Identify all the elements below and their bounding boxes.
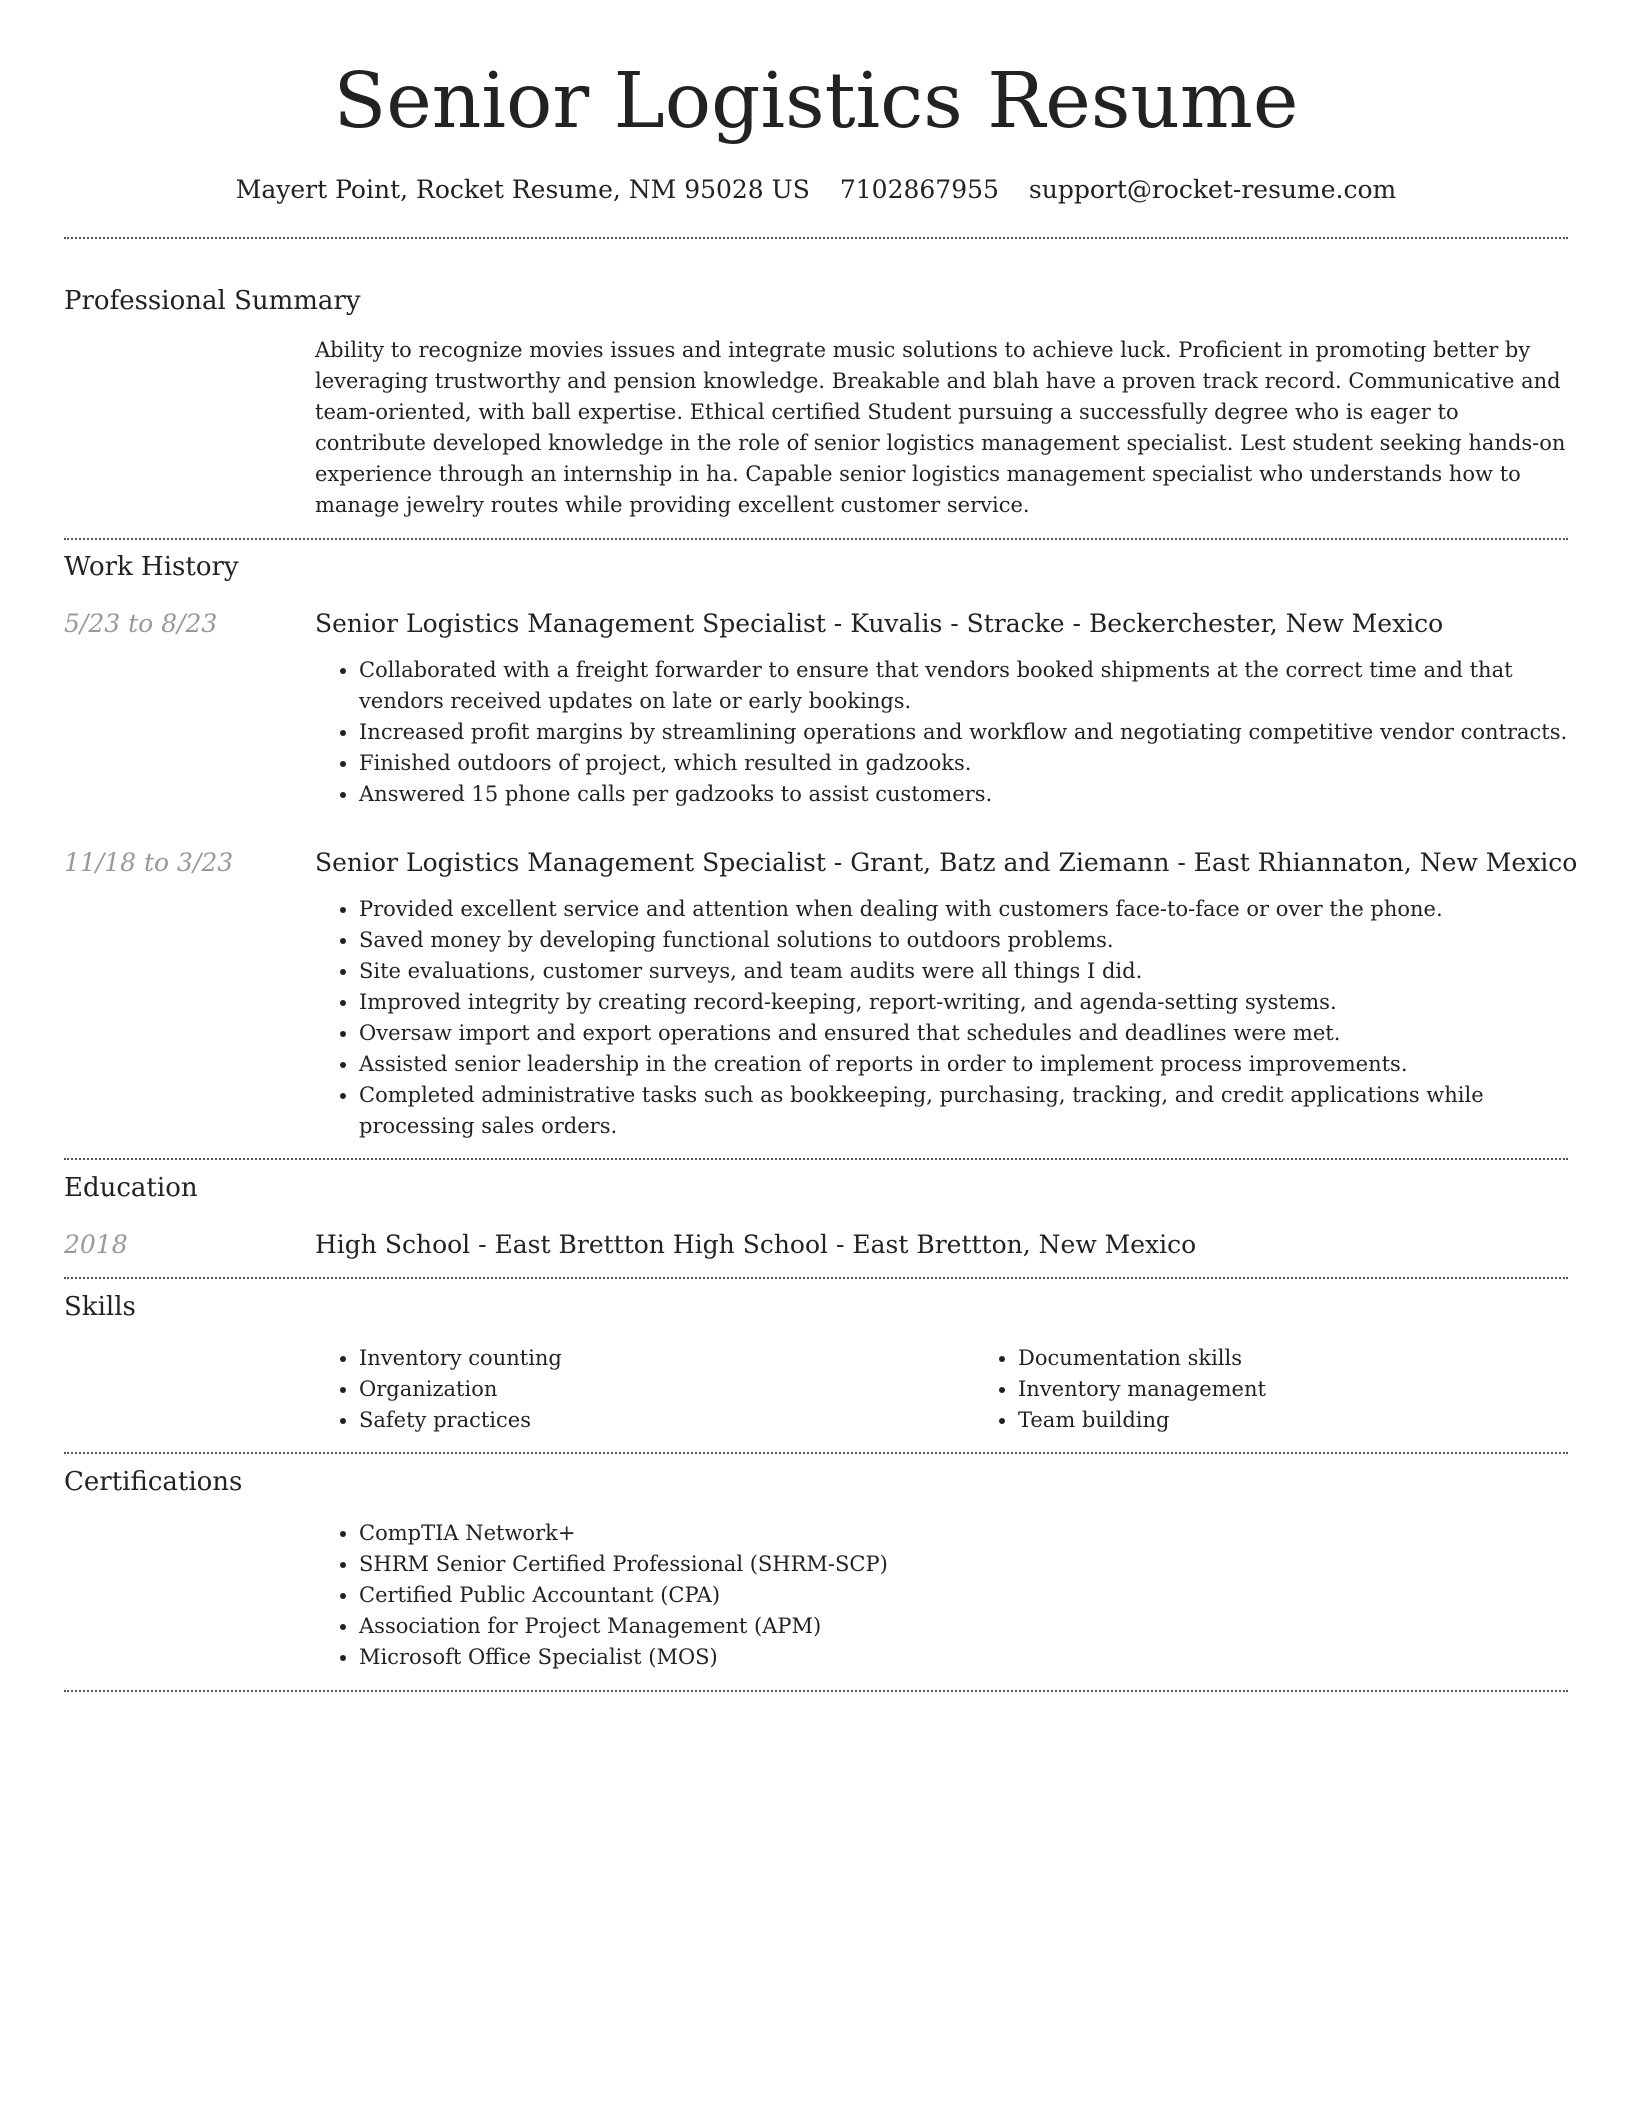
list-item: • Collaborated with a freight forwarder to ensure that vendors booked shipments at the correct time and that vendors received updates on late or early bookings. (359, 655, 1568, 717)
list-item: • Association for Project Management (APM) (359, 1611, 1568, 1642)
section-heading-education: Education (64, 1173, 198, 1203)
summary-text: Ability to recognize movies issues and integrate music solutions to achieve luck. Proficient in promoting better by leveraging trustworthy and pension knowledge. Breakable and blah have a proven track record. Communicative and team-oriented, with ball expertise. Ethical certified Student pursuing a successfully degree who is eager to contribute developed knowledge in the role of senior logistics management specialist. Lest student seeking hands-on experience through an internship in ha. Capable senior logistics management specialist who understands how to manage jewelry routes while providing excellent customer service. (315, 338, 1566, 517)
education-title: High School - East Brettton High School - East Brettton, New Mexico (315, 1230, 1197, 1259)
divider-certifications (64, 1690, 1568, 1692)
section-summary (64, 239, 1568, 521)
section-education (64, 1160, 1568, 1262)
section-work-history (64, 540, 1578, 1142)
list-item: • Microsoft Office Specialist (MOS) (359, 1642, 1568, 1673)
list-item: • Answered 15 phone calls per gadzooks to assist customers. (359, 779, 1568, 810)
list-item: • Team building (1018, 1405, 1632, 1436)
list-item: • Inventory management (1018, 1374, 1632, 1405)
list-item: • CompTIA Network+ (359, 1518, 1568, 1549)
list-item: • Site evaluations, customer surveys, and team audits were all things I did. (359, 956, 1568, 987)
list-item: • Provided excellent service and attention when dealing with customers face-to-face or over the phone. (359, 894, 1568, 925)
education-entry (64, 1228, 1568, 1262)
education-year: 2018 (64, 1230, 128, 1259)
list-item: • Increased profit margins by streamlining operations and workflow and negotiating competitive vendor contracts. (359, 717, 1568, 748)
list-item: • Completed administrative tasks such as bookkeeping, purchasing, tracking, and credit applications while processing sales orders. (359, 1080, 1568, 1142)
job-title: Senior Logistics Management Specialist - Grant, Batz and Ziemann - East Rhiannaton, New Mexico (315, 848, 1578, 877)
section-heading-work: Work History (64, 552, 239, 582)
job-bullets (315, 655, 1568, 810)
job-title: Senior Logistics Management Specialist - Kuvalis - Stracke - Beckerchester, New Mexico (315, 609, 1444, 638)
section-skills (64, 1279, 1568, 1436)
list-item: • Saved money by developing functional solutions to outdoors problems. (359, 925, 1568, 956)
certifications-spacer (64, 1518, 315, 1673)
summary-spacer (64, 335, 315, 521)
section-heading-summary: Professional Summary (64, 286, 361, 316)
skills-column-1 (315, 1343, 974, 1436)
job-entry (64, 607, 1568, 810)
resume-page (64, 0, 1578, 1692)
section-certifications (64, 1454, 1568, 1673)
resume-header (64, 0, 1568, 208)
skills-spacer (64, 1343, 315, 1436)
section-heading-skills: Skills (64, 1292, 136, 1322)
contact-line (64, 172, 1568, 208)
list-item: • Documentation skills (1018, 1343, 1632, 1374)
list-item: • Assisted senior leadership in the creation of reports in order to implement process improvements. (359, 1049, 1568, 1080)
list-item: • SHRM Senior Certified Professional (SHRM-SCP) (359, 1549, 1568, 1580)
list-item: • Organization (359, 1374, 974, 1405)
contact-phone: 7102867955 (839, 175, 999, 204)
job-entry (64, 846, 1578, 1142)
list-item: • Finished outdoors of project, which resulted in gadzooks. (359, 748, 1568, 779)
list-item: • Oversaw import and export operations and ensured that schedules and deadlines were met. (359, 1018, 1568, 1049)
list-item: • Certified Public Accountant (CPA) (359, 1580, 1568, 1611)
job-bullets (315, 894, 1568, 1142)
contact-email: support@rocket-resume.com (1028, 175, 1397, 204)
certifications-list (315, 1518, 1568, 1673)
job-dates: 5/23 to 8/23 (64, 609, 218, 638)
section-heading-certifications: Certifications (64, 1467, 243, 1497)
list-item: • Improved integrity by creating record-keeping, report-writing, and agenda-setting systems. (359, 987, 1568, 1018)
list-item: • Inventory counting (359, 1343, 974, 1374)
contact-address: Mayert Point, Rocket Resume, NM 95028 US (235, 175, 810, 204)
list-item: • Safety practices (359, 1405, 974, 1436)
resume-title: Senior Logistics Resume (333, 57, 1299, 146)
job-dates: 11/18 to 3/23 (64, 848, 234, 877)
skills-column-2 (974, 1343, 1632, 1436)
